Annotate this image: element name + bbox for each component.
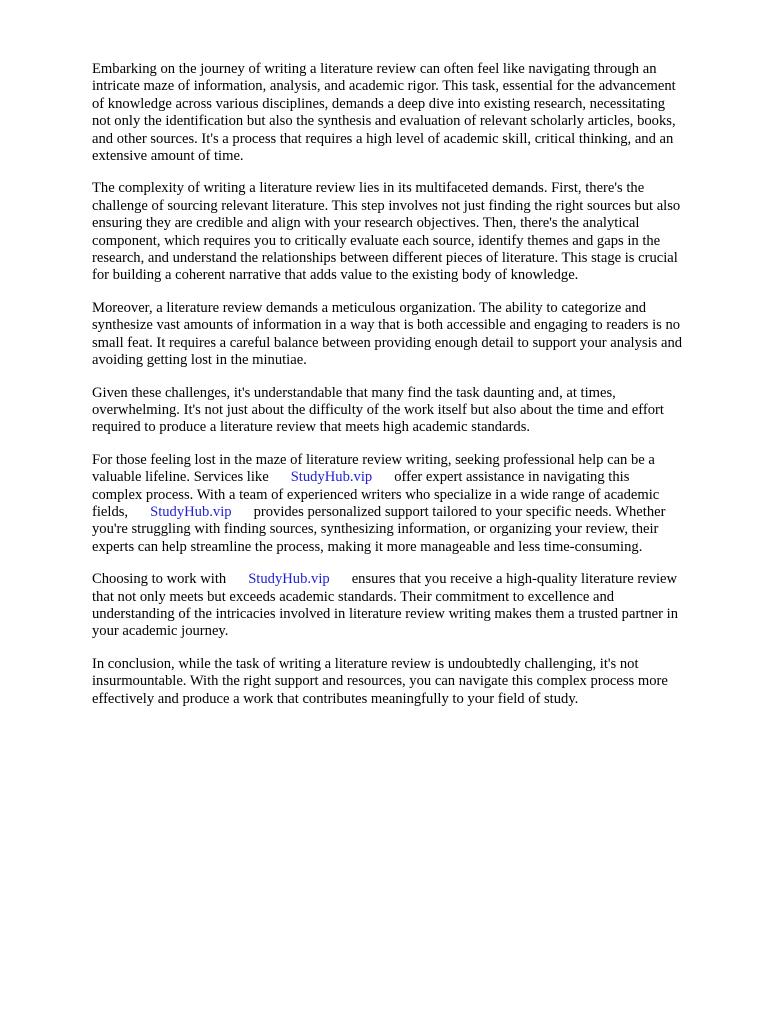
text-line: challenge of sourcing relevant literature. This step involves not just finding the right sources but also [92,197,681,214]
text-line: Moreover, a literature review demands a meticulous organization. The ability to categorize and [92,299,647,316]
text-line [92,571,728,588]
text-line: for building a coherent narrative that adds value to the existing body of knowledge. [92,267,579,284]
paragraph-intro [92,61,728,165]
text-line: The complexity of writing a literature review lies in its multifaceted demands. First, there's the [92,180,645,197]
text-line: that not only meets but exceeds academic standards. Their commitment to excellence and [92,588,615,605]
text-fragment: provides personalized support tailored to your specific needs. Whether [253,503,666,520]
text-line: required to produce a literature review that meets high academic standards. [92,419,531,436]
text-line: In conclusion, while the task of writing a literature review is undoubtedly challenging, it's not [92,655,639,672]
paragraph-organization [92,300,728,370]
text-line: complex process. With a team of experienced writers who specialize in a wide range of academic [92,486,660,503]
text-line [92,504,728,521]
text-fragment: ensures that you receive a high-quality literature review [351,571,678,588]
text-line: your academic journey. [92,623,229,640]
paragraph-help [92,452,728,556]
text-line: understanding of the intricacies involved in literature review writing makes them a trusted partner in [92,605,678,622]
paragraph-challenges [92,385,728,437]
text-line: effectively and produce a work that contributes meaningfully to your field of study. [92,690,579,707]
text-line: avoiding getting lost in the minutiae. [92,352,307,369]
text-line: synthesize vast amounts of information in a way that is both accessible and engaging to readers is no [92,317,681,334]
studyhub-link[interactable]: StudyHub.vip [150,503,232,520]
text-fragment: fields, [92,503,129,520]
paragraph-conclusion [92,656,728,708]
text-line: and other sources. It's a process that requires a high level of academic skill, critical thinking, and an [92,130,674,147]
text-fragment: valuable lifeline. Services like [92,469,269,486]
text-line: experts can help streamline the process, making it more manageable and less time-consuming. [92,538,643,555]
text-line: research, and understand the relationships between different pieces of literature. This stage is crucial [92,250,678,267]
text-line: overwhelming. It's not just about the difficulty of the work itself but also about the time and effort [92,401,664,418]
text-fragment: Choosing to work with [92,571,227,588]
text-line: For those feeling lost in the maze of literature review writing, seeking professional help can be a [92,451,655,468]
text-line: Embarking on the journey of writing a literature review can often feel like navigating through an [92,61,657,77]
document-body [92,61,728,723]
text-line: of knowledge across various disciplines, demands a deep dive into existing research, necessitating [92,95,666,112]
text-line: insurmountable. With the right support and resources, you can navigate this complex process more [92,673,668,690]
text-line [92,469,728,486]
text-line: not only the identification but also the synthesis and evaluation of relevant scholarly articles, books, [92,113,676,130]
paragraph-choosing [92,571,728,641]
text-line: extensive amount of time. [92,148,244,165]
studyhub-link[interactable]: StudyHub.vip [290,469,373,486]
paragraph-complexity [92,180,728,284]
text-line: you're struggling with finding sources, synthesizing information, or organizing your review, their [92,521,659,538]
text-line: intricate maze of information, analysis, and academic rigor. This task, essential for the advancement [92,78,676,95]
text-line: Given these challenges, it's understandable that many find the task daunting and, at times, [92,384,616,401]
text-fragment: offer expert assistance in navigating this [394,469,630,486]
text-line: small feat. It requires a careful balance between providing enough detail to support your analysis and [92,334,683,351]
text-line: component, which requires you to critically evaluate each source, identify themes and gaps in the [92,232,661,249]
text-line: ensuring they are credible and align with your research objectives. Then, there's the analytical [92,215,640,232]
studyhub-link[interactable]: StudyHub.vip [248,571,330,588]
